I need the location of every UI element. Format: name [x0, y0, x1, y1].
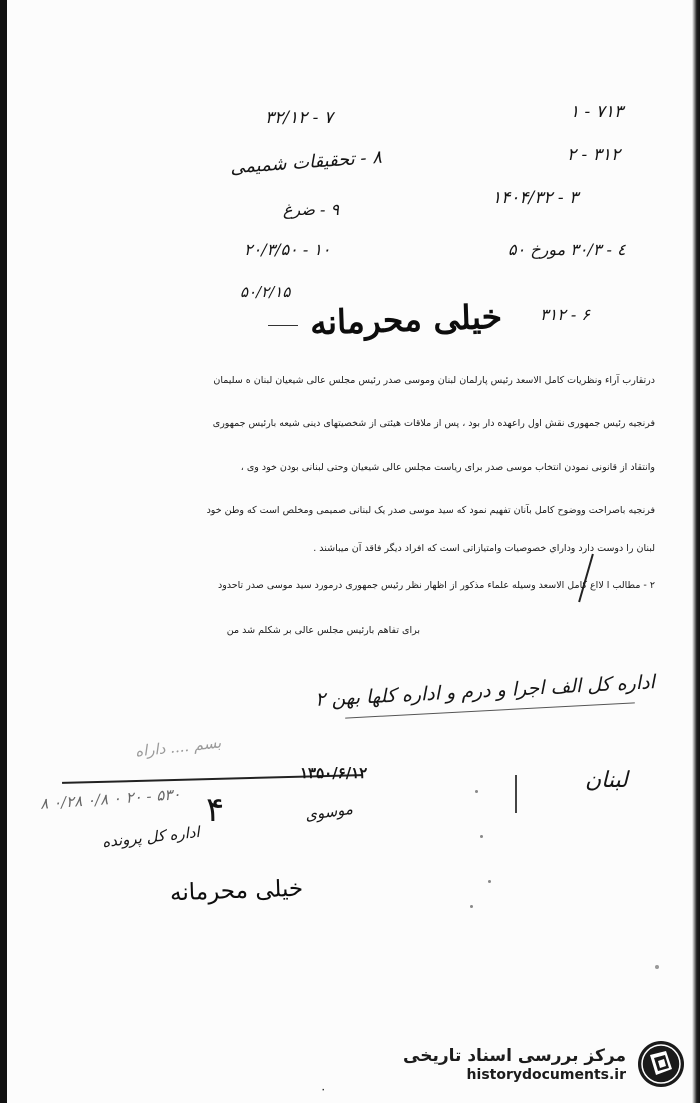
body-item2-line-2: برای تفاهم بارئیس مجلس عالی بر شکلم شد من	[226, 625, 420, 636]
classification-heading: خیلی محرمانه	[309, 296, 503, 343]
ref-4-right: ٤ - ۳۰/۳ مورخ ۵۰	[508, 240, 626, 259]
ref-3-right: ۳ - ۱۴۰۴/۳۲	[492, 188, 579, 208]
ref-1-left: ۷ - ۳۲/۱۲	[265, 108, 333, 128]
signature-number: ۴	[206, 790, 225, 830]
classification-stamp-bottom: خیلی محرمانه	[169, 875, 304, 907]
body-line-1: درتقارب آراء ونظریات کامل الاسعد رئیس پارلمان لبنان وموسی صدر رئیس مجلس عالی شیعیان لبنان ه سلیمان	[213, 375, 655, 386]
faint-mark-1	[475, 790, 478, 793]
bottom-left-reference: ۵۳۰ - ۲۰ ۰ ۰/۸ ۰/۲۸ ۸	[39, 785, 182, 813]
ref-5-right: ۶ - ۳۱۲	[540, 305, 590, 324]
body-line-4: فرنجیه باصراحت ووضوح کامل بآنان تفهیم نمود که سید موسی صدر یک لبنانی صمیمی ومخلص است که وطن خود	[206, 505, 655, 516]
signature-word: موسوی	[303, 799, 354, 825]
stamp-date: ۱۳۵۰/۶/۱۲	[300, 764, 368, 782]
page-marker: ۰	[320, 1082, 327, 1096]
heading-underline	[268, 325, 298, 326]
faint-mark-3	[488, 880, 491, 883]
ref-5-left: ۵۰/۲/۱۵	[240, 283, 291, 301]
bottom-left-subnote: اداره کل پرونده	[101, 822, 201, 852]
body-item2-line-1: ۲ - مطالب ا لااع کامل الاسعد وسیله علماء مذکور از اظهار نظر رئیس جمهوری درمورد سید موسی صدر تاحدود	[217, 580, 655, 591]
faint-mark-2	[480, 835, 483, 838]
scan-left-edge	[0, 0, 7, 1103]
body-line-2: فرنجیه رئیس جمهوری نقش اول راعهده دار بود ، پس از ملاقات هیئتی از شخصیتهای دینی شیعه بارئیس جمهوری	[212, 418, 655, 429]
faint-mark-5	[655, 965, 659, 969]
ref-1-right: ۷۱۳ - ۱	[570, 102, 624, 122]
body-line-5: لبنان را دوست دارد وداراي خصوصیات وامتیازاتی است که افراد دیگر فاقد آن میباشند .	[313, 543, 655, 554]
archive-logo-icon	[636, 1039, 686, 1089]
right-side-note: لبنان	[585, 768, 628, 793]
faint-pencil-note: بسم .... داراه	[134, 733, 222, 761]
archive-watermark	[403, 1039, 686, 1089]
ref-2-left: ۸ - تحقیقات شمیمی	[229, 146, 383, 179]
watermark-url: historydocuments.ir	[466, 1066, 626, 1083]
faint-mark-4	[470, 905, 473, 908]
ref-3-left: ۹ - ضرغ	[283, 200, 340, 219]
margin-mark	[578, 554, 594, 603]
right-side-stroke	[515, 775, 517, 813]
handwritten-referral-note: اداره کل الف اجرا و درم و اداره کلها بهن ۲	[314, 671, 656, 711]
watermark-org-name: مرکز بررسی اسناد تاریخی	[403, 1045, 626, 1066]
ref-4-left: ۱۰ - ۲۰/۳/۵۰	[244, 240, 331, 259]
scan-right-edge	[692, 0, 700, 1103]
body-line-3: وانتقاد از قانونی نمودن انتخاب موسی صدر برای ریاست مجلس عالی شیعیان وحتی لبنانی بودن خود وی ،	[240, 462, 655, 473]
ref-2-right: ۳۱۲ - ۲	[567, 145, 621, 165]
